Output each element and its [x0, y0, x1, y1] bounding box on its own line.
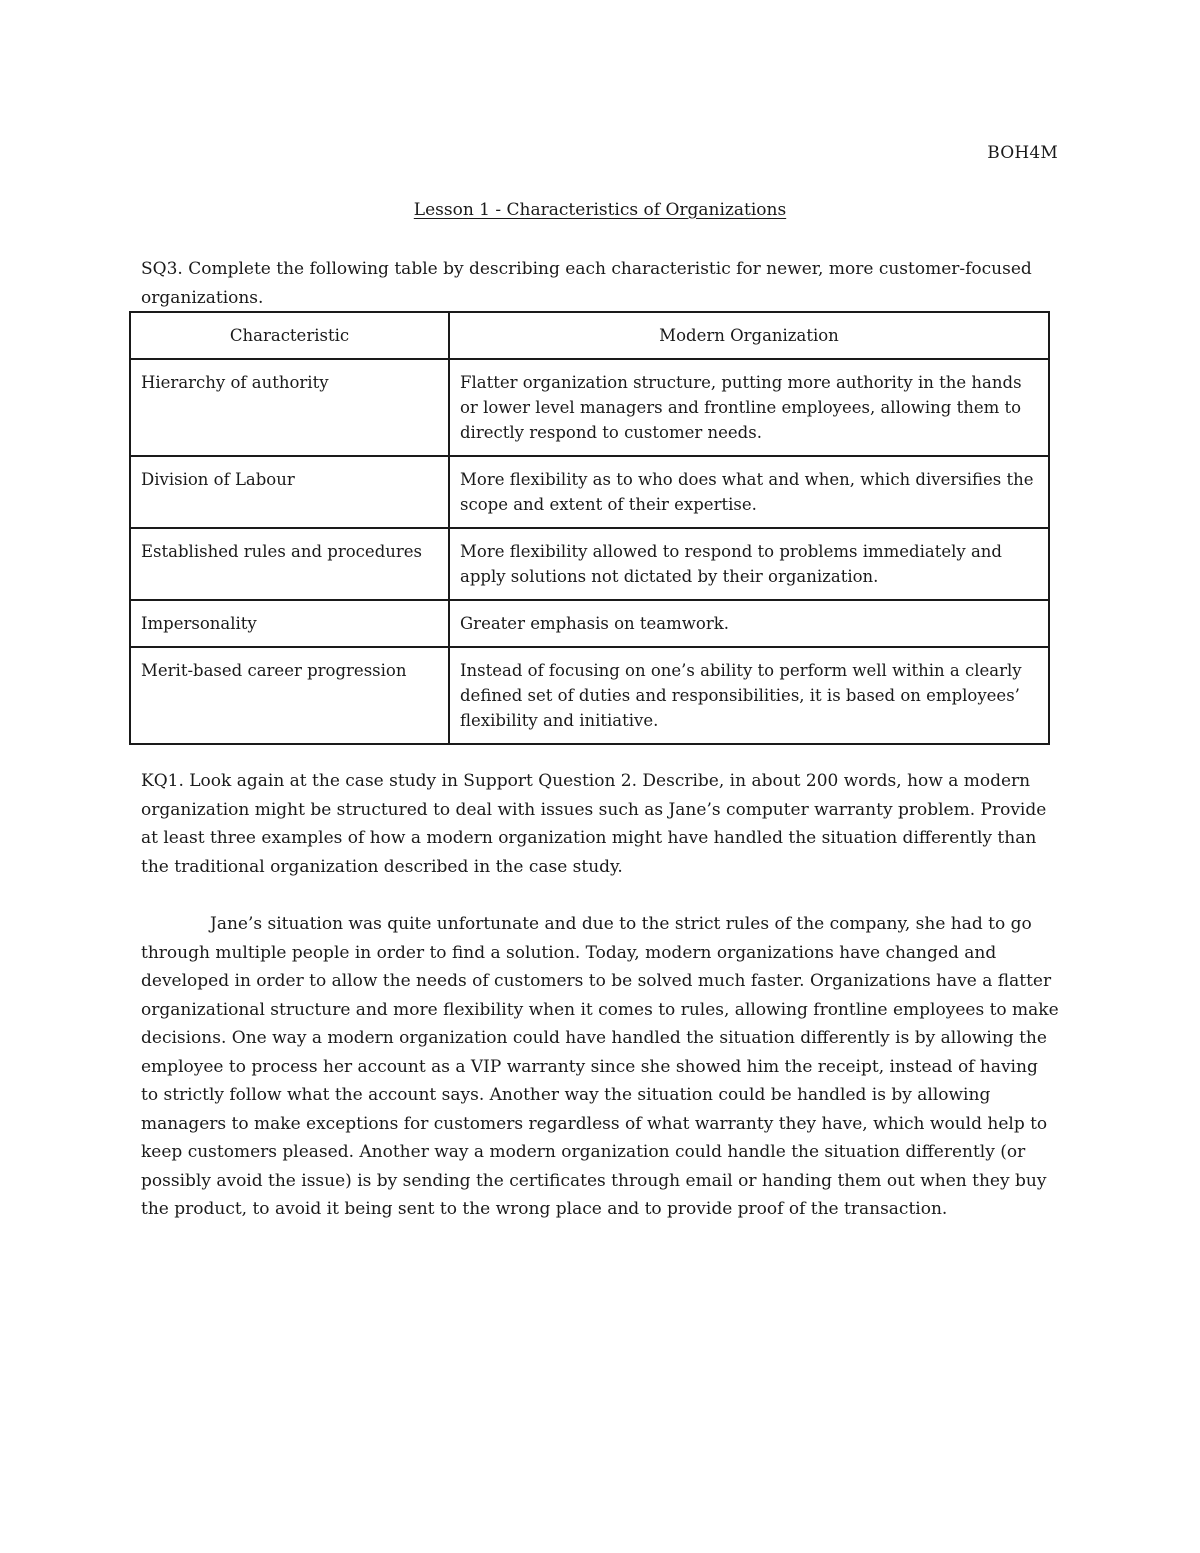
sq3-prompt: SQ3. Complete the following table by describing each characteristic for newer, more customer-focused organizations. [141, 259, 1032, 308]
characteristic-cell: Hierarchy of authority [130, 359, 449, 456]
table-row [130, 456, 1049, 528]
table-row [130, 647, 1049, 744]
characteristic-cell: Merit-based career progression [130, 647, 449, 744]
characteristic-cell: Established rules and procedures [130, 528, 449, 600]
characteristic-cell: Division of Labour [130, 456, 449, 528]
description-cell: More flexibility allowed to respond to problems immediately and apply solutions not dictated by their organization. [449, 528, 1049, 600]
kq1-prompt: KQ1. Look again at the case study in Support Question 2. Describe, in about 200 words, how a modern organization might be structured to deal with issues such as Jane’s computer warranty problem. Provide at least three examples of how a modern organization might have handled the situation differently than the traditional organization described in the case study. [141, 771, 1047, 877]
table-row [130, 359, 1049, 456]
description-cell: Flatter organization structure, putting more authority in the hands or lower level managers and frontline employees, allowing them to directly respond to customer needs. [449, 359, 1049, 456]
table-header-row [130, 312, 1049, 359]
description-cell: Greater emphasis on teamwork. [449, 600, 1049, 647]
characteristic-cell: Impersonality [130, 600, 449, 647]
header-characteristic: Characteristic [130, 312, 449, 359]
description-cell: More flexibility as to who does what and when, which diversifies the scope and extent of their expertise. [449, 456, 1049, 528]
table-row [130, 528, 1049, 600]
lesson-title: Lesson 1 - Characteristics of Organizations [413, 200, 787, 220]
course-code: BOH4M [987, 143, 1058, 163]
header-modern-organization: Modern Organization [449, 312, 1049, 359]
description-cell: Instead of focusing on one’s ability to perform well within a clearly defined set of duties and responsibilities, it is based on employees’ flexibility and initiative. [449, 647, 1049, 744]
kq1-answer: Jane’s situation was quite unfortunate and due to the strict rules of the company, she had to go through multiple people in order to find a solution. Today, modern organizations have changed and developed in order to allow the needs of customers to be solved much faster. Organizations have a flatter organizational structure and more flexibility when it comes to rules, allowing frontline employees to make decisions. One way a modern organization could have handled the situation differently is by allowing the employee to process her account as a VIP warranty since she showed him the receipt, instead of having to strictly follow what the account says. Another way the situation could be handled is by allowing managers to make exceptions for customers regardless of what warranty they have, which would help to keep customers pleased. Another way a modern organization could handle the situation differently (or possibly avoid the issue) is by sending the certificates through email or handing them out when they buy the product, to avoid it being sent to the wrong place and to provide proof of the transaction. [141, 914, 1059, 1219]
characteristics-table [129, 311, 1050, 745]
table-row [130, 600, 1049, 647]
